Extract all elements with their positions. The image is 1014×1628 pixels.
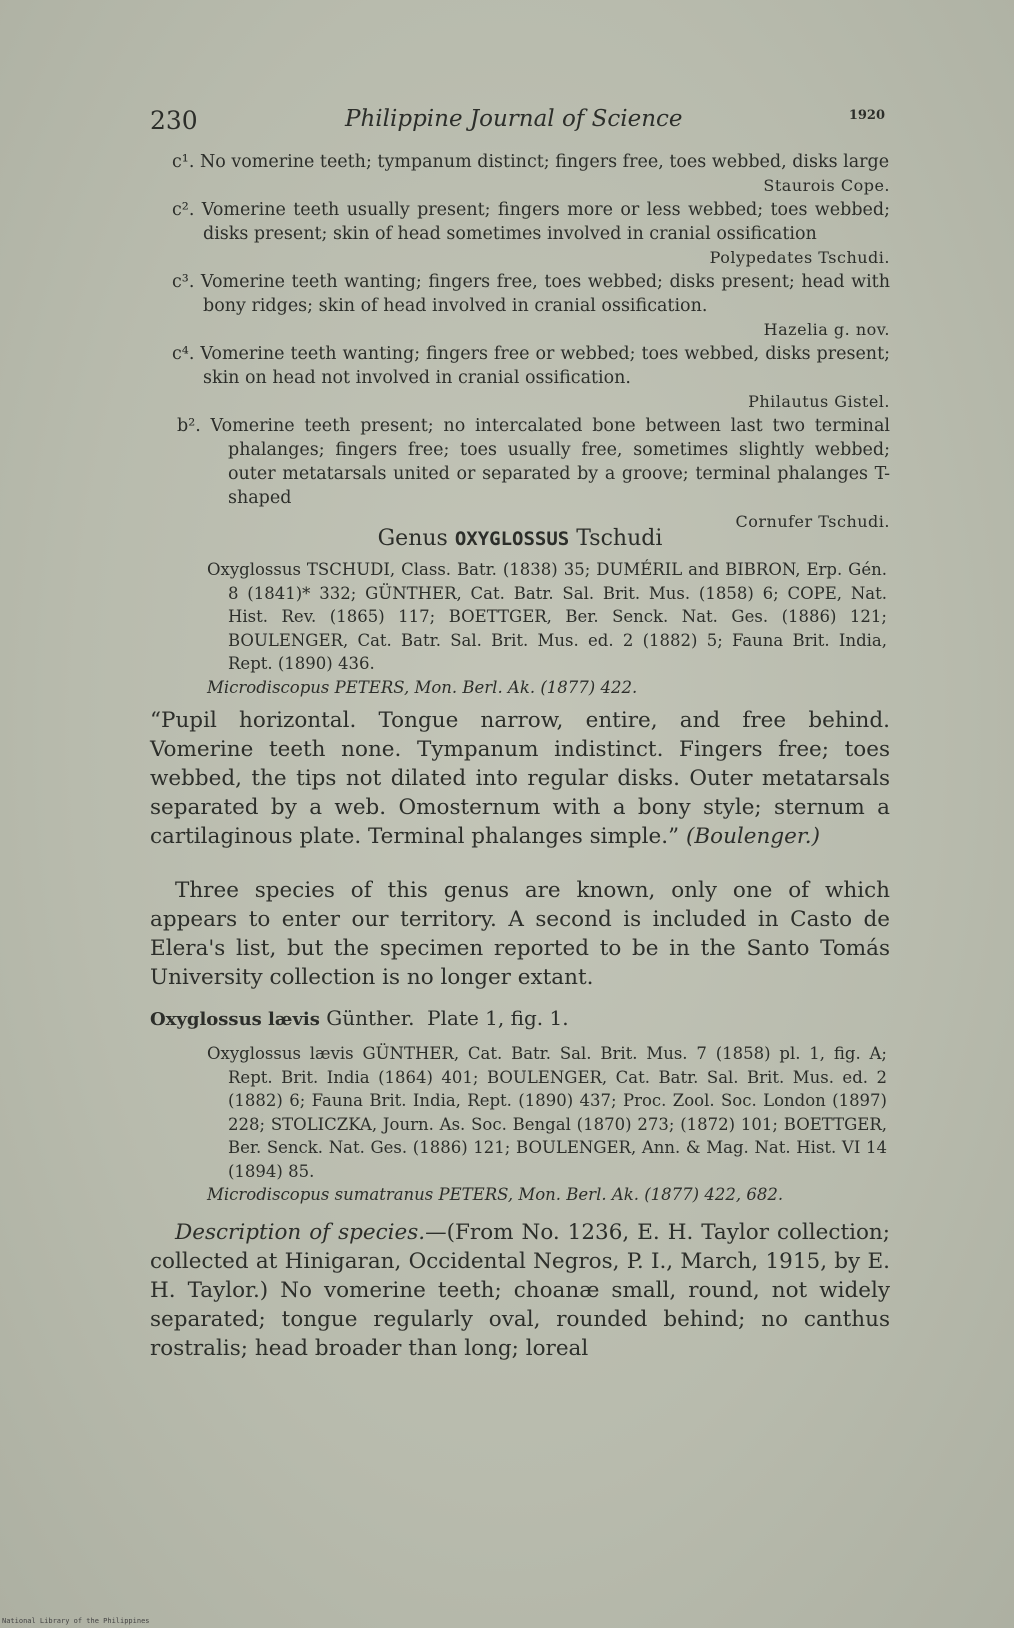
key-text: Vomerine teeth wanting; fingers free or webbed; toes webbed, disks present; skin on head not involved in cranial ossification. [200, 344, 890, 388]
genus-author: Tschudi [576, 526, 663, 551]
key-lead: c². [172, 200, 195, 220]
species-description [150, 1218, 890, 1363]
key-taxon: Philautus Gistel. [748, 392, 890, 411]
key-taxon: Polypedates Tschudi. [709, 248, 890, 267]
key-entry [150, 342, 890, 414]
genus-name: OXYGLOSSUS [454, 528, 570, 550]
synonymy-line: Microdiscopus PETERS, Mon. Berl. Ak. (1877) 422. [207, 677, 638, 697]
key-taxon: Hazelia g. nov. [763, 320, 890, 339]
page-header [150, 104, 885, 138]
key-taxon: Cornufer Tschudi. [735, 512, 890, 531]
description-label: Description of species. [175, 1220, 426, 1245]
library-footer: National Library of the Philippines [2, 1617, 150, 1625]
synonymy-line: Microdiscopus sumatranus PETERS, Mon. Berl. Ak. (1877) 422, 682. [207, 1185, 784, 1204]
genus-heading [150, 526, 890, 551]
key-entry [150, 270, 890, 342]
species-synonymy [207, 1042, 887, 1207]
key-text: Vomerine teeth usually present; fingers more or less webbed; toes webbed; disks present; skin of head sometimes involved in cranial ossification [201, 200, 890, 244]
genus-prefix: Genus [377, 526, 448, 551]
diagnosis-quote: “Pupil horizontal. Tongue narrow, entire, and free behind. Vomerine teeth none. Tympanum indistinct. Fingers free; toes webbed, the tips not dilated into regular disks. Outer metatarsals separated by a web. Omosternum with a bony style; sternum a cartilaginous plate. Terminal phalanges simple.” [150, 708, 890, 849]
key-text: Vomerine teeth wanting; fingers free, toes webbed; disks present; head with bony ridges; skin of head involved in cranial ossification. [200, 272, 890, 316]
genus-diagnosis [150, 706, 890, 851]
synonymy-line: Oxyglossus lævis GÜNTHER, Cat. Batr. Sal. Brit. Mus. 7 (1858) pl. 1, fig. A; Rept. Brit. India (1864) 401; BOULENGER, Cat. Batr. Sal. Brit. Mus. ed. 2 (1882) 6; Fauna Brit. India, Rept. (1890) 437; Proc. Zool. Soc. London (1897) 228; STOLICZKA, Journ. As. Soc. Bengal (1870) 273; (1872) 101; BOETTGER, Ber. Senck. Nat. Ges. (1886) 121; BOULENGER, Ann. & Mag. Nat. Hist. VI 14 (1894) 85. [207, 1044, 887, 1181]
key-lead: c⁴. [172, 344, 195, 364]
key-lead: b². [177, 416, 201, 436]
key-taxon: Staurois Cope. [763, 176, 890, 195]
journal-title: Philippine Journal of Science [345, 106, 683, 132]
key-entry [150, 414, 890, 534]
key-entry [150, 150, 890, 198]
species-author: Günther. [326, 1006, 415, 1030]
description-text: —(From No. 1236, E. H. Taylor collection; collected at Hinigaran, Occidental Negros, P. I., March, 1915, by E. H. Taylor.) No vomerine teeth; choanæ small, round, not widely separated; tongue regularly oval, rounded behind; no canthus rostralis; head broader than long; loreal [150, 1220, 890, 1361]
species-count-paragraph: Three species of this genus are known, only one of which appears to enter our territory. A second is included in Casto de Elera's list, but the specimen reported to be in the Santo Tomás University collection is no longer extant. [150, 878, 890, 990]
page-number: 230 [150, 106, 198, 135]
identification-key [150, 150, 890, 534]
genus-synonymy [207, 558, 887, 699]
year: 1920 [848, 108, 885, 123]
species-heading [150, 1006, 569, 1030]
key-text: Vomerine teeth present; no intercalated bone between last two terminal phalanges; fingers free; toes usually free, sometimes slightly webbed; outer metatarsals united or separated by a groove; terminal phalanges T-shaped [210, 416, 890, 508]
species-plate: Plate 1, fig. 1. [427, 1006, 569, 1030]
synonymy-line: Oxyglossus TSCHUDI, Class. Batr. (1838) 35; DUMÉRIL and BIBRON, Erp. Gén. 8 (1841)* 332; GÜNTHER, Cat. Batr. Sal. Brit. Mus. (1858) 6; COPE, Nat. Hist. Rev. (1865) 117; BOETTGER, Ber. Senck. Nat. Ges. (1886) 121; BOULENGER, Cat. Batr. Sal. Brit. Mus. ed. 2 (1882) 5; Fauna Brit. India, Rept. (1890) 436. [207, 560, 887, 673]
key-lead: c¹. [172, 152, 195, 172]
key-entry [150, 198, 890, 270]
species-name: Oxyglossus lævis [150, 1009, 320, 1030]
key-lead: c³. [172, 272, 195, 292]
key-text: No vomerine teeth; tympanum distinct; fingers free, toes webbed, disks large [199, 152, 890, 172]
diagnosis-source: (Boulenger.) [685, 824, 821, 849]
